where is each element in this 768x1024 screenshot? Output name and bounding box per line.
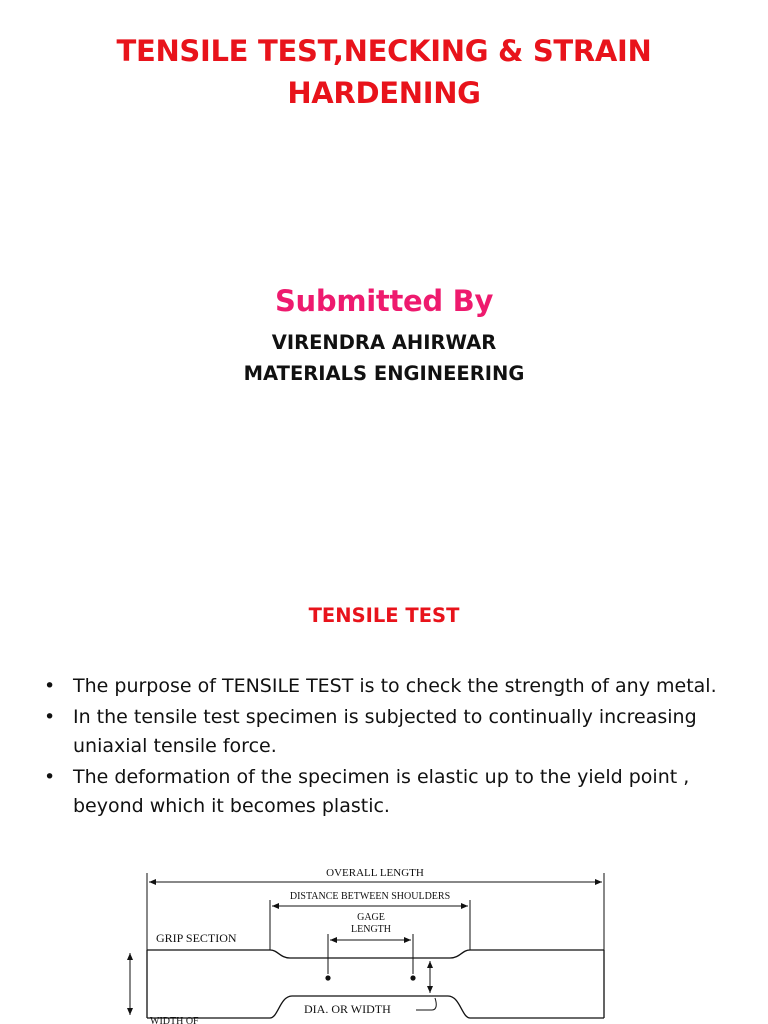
- bullet-list: [44, 672, 744, 823]
- bullet-marker: •: [44, 706, 56, 728]
- section-heading: TENSILE TEST: [308, 604, 460, 627]
- dia-or-width-label: DIA. OR WIDTH: [304, 1002, 391, 1016]
- bullet-item: [44, 703, 744, 761]
- bullet-item: [44, 763, 744, 821]
- overall-length-label: OVERALL LENGTH: [326, 867, 424, 879]
- bullet-text: The deformation of the specimen is elastic up to the yield point , beyond which it becomes plastic.: [73, 766, 690, 817]
- tensile-specimen-diagram: [120, 858, 620, 1024]
- bullet-item: [44, 672, 744, 701]
- gage-label-line-1: GAGE: [357, 912, 385, 923]
- gage-mark-left: [325, 975, 330, 980]
- width-of-label: WIDTH OF: [150, 1016, 199, 1024]
- bullet-marker: •: [44, 766, 56, 788]
- grip-section-label: GRIP SECTION: [156, 931, 237, 945]
- bullet-text: In the tensile test specimen is subjected to continually increasing uniaxial tensile force.: [73, 706, 697, 757]
- dia-leader-line: [416, 998, 436, 1010]
- bullet-text: The purpose of TENSILE TEST is to check the strength of any metal.: [73, 675, 717, 697]
- submitted-by-label: Submitted By: [274, 284, 494, 318]
- author-name: VIRENDRA AHIRWAR: [271, 331, 497, 354]
- title-line-2: HARDENING: [287, 76, 481, 110]
- distance-between-shoulders-label: DISTANCE BETWEEN SHOULDERS: [289, 891, 451, 902]
- gage-label-line-2: LENGTH: [351, 924, 391, 935]
- page-title: [0, 30, 768, 114]
- department-name: MATERIALS ENGINEERING: [243, 362, 525, 385]
- specimen-outline-top: [147, 950, 604, 958]
- title-line-1: TENSILE TEST,NECKING & STRAIN: [116, 34, 652, 68]
- bullet-marker: •: [44, 675, 56, 697]
- gage-mark-right: [410, 975, 415, 980]
